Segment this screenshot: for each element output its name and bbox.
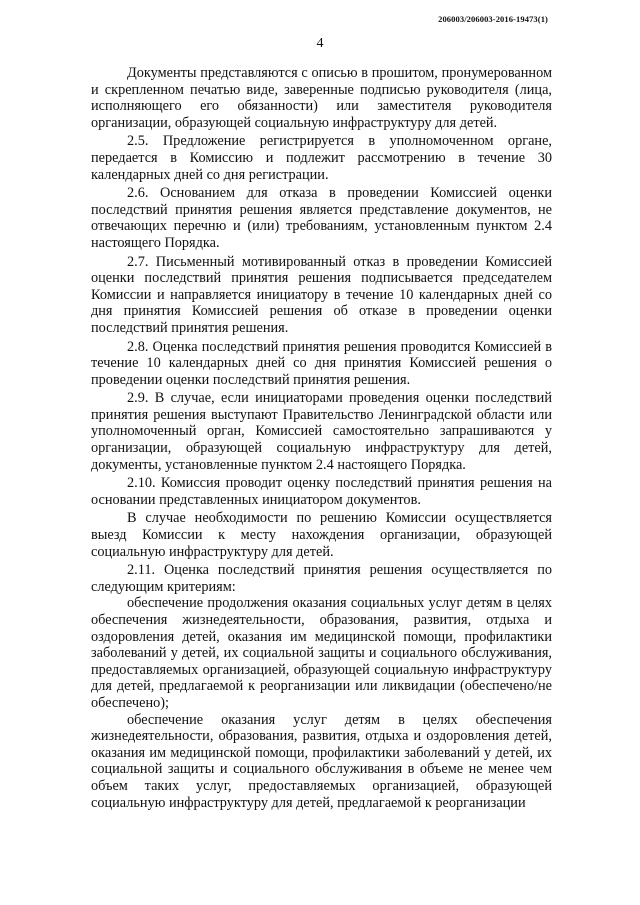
page-number: 4 bbox=[316, 36, 324, 51]
document-body bbox=[91, 65, 552, 811]
paragraph-2-7: 2.7. Письменный мотивированный отказ в проведении Комиссией оценки последствий принятия решения подписывается председателем Комиссии и направляется инициатору в течение 10 календарных дней со дня принятия Комиссией решения об отказе в проведении оценки последствий принятия решения. bbox=[91, 253, 552, 336]
document-id: 206003/206003-2016-19473(1) bbox=[438, 14, 548, 24]
paragraph-documents-submission: Документы представляются с описью в прошитом, пронумерованном и скрепленном печатью виде, заверенные подписью руководителя (лица, исполняющего его обязанности) или заместителя руководителя организации, образующей социальную инфраструктуру для детей. bbox=[91, 65, 552, 131]
paragraph-2-10: 2.10. Комиссия проводит оценку последствий принятия решения на основании представленных инициатором документов. bbox=[91, 475, 552, 508]
paragraph-2-8: 2.8. Оценка последствий принятия решения проводится Комиссией в течение 10 календарных дней со дня принятия Комиссией решения о проведении оценки последствий принятия решения. bbox=[91, 338, 552, 388]
paragraph-2-6: 2.6. Основанием для отказа в проведении Комиссией оценки последствий принятия решения является представление документов, не отвечающих перечню и (или) требованиям, установленным пунктом 2.4 настоящего Порядка. bbox=[91, 185, 552, 251]
paragraph-commission-visit: В случае необходимости по решению Комиссии осуществляется выезд Комиссии к месту нахождения организации, образующей социальную инфраструктуру для детей. bbox=[91, 510, 552, 560]
criterion-continuation-of-services: обеспечение продолжения оказания социальных услуг детям в целях обеспечения жизнедеятельности, образования, развития, отдыха и оздоровления детей, оказания им медицинской помощи, профилактики заболеваний у детей, их социальной защиты и социального обслуживания, предоставляемых организацией, образующей социальную инфраструктуру для детей, предлагаемой к реорганизации или ликвидации (обеспечено/не обеспечено); bbox=[91, 595, 552, 711]
paragraph-2-9: 2.9. В случае, если инициаторами проведения оценки последствий принятия решения выступают Правительство Ленинградской области или уполномоченный орган, Комиссией самостоятельно запрашиваются у организации, образующей социальную инфраструктуру для детей, документы, установленные пунктом 2.4 настоящего Порядка. bbox=[91, 390, 552, 473]
paragraph-2-11: 2.11. Оценка последствий принятия решения осуществляется по следующим критериям: bbox=[91, 562, 552, 595]
criterion-volume-of-services: обеспечение оказания услуг детям в целях обеспечения жизнедеятельности, образования, развития, отдыха и оздоровления детей, оказания им медицинской помощи, профилактики заболеваний у детей, их социальной защиты и социального обслуживания в объеме не менее чем объем таких услуг, предоставляемых организацией, образующей социальную инфраструктуру для детей, предлагаемой к реорганизации bbox=[91, 711, 552, 811]
paragraph-2-5: 2.5. Предложение регистрируется в уполномоченном органе, передается в Комиссию и подлежит рассмотрению в течение 30 календарных дней со дня регистрации. bbox=[91, 133, 552, 183]
